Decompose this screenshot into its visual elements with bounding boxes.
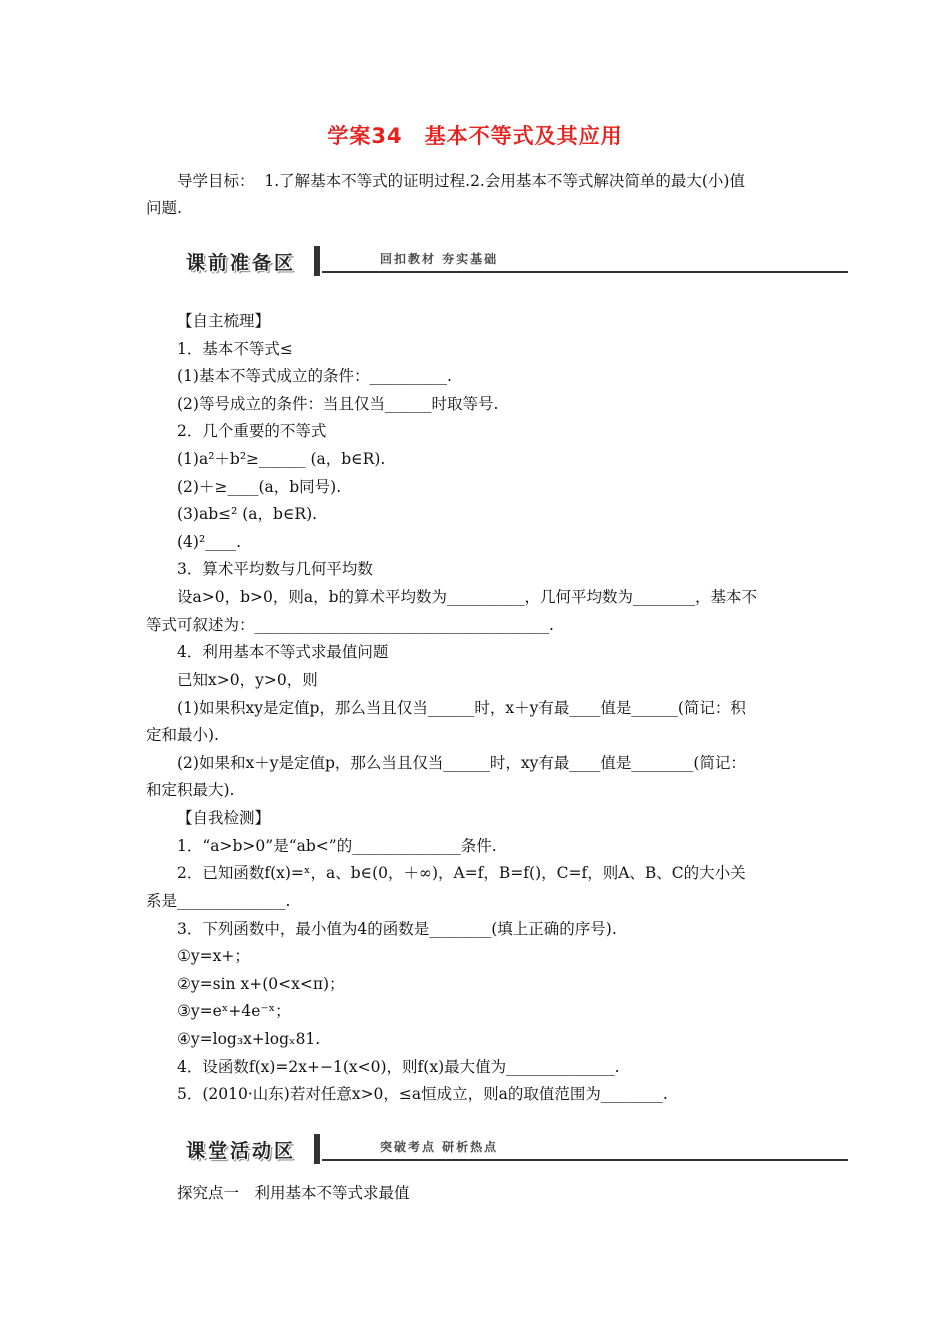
banner-rule [322,271,848,273]
text-line: 2．已知函数f(x)=ˣ，a、b∈(0，＋∞)，A=f，B=f()，C=f，则A、B、C的大小关 [177,864,746,882]
text-line: ③y=eˣ+4e⁻ˣ； [177,1002,291,1020]
text-line: 3．算术平均数与几何平均数 [177,560,373,578]
text-line: ①y=x+； [177,947,250,965]
text-line: (2)＋≥____(a，b同号). [177,478,342,496]
text-line: 【自主梳理】 [177,312,271,330]
text-line: 等式可叙述为：______________________________________. [146,616,554,634]
text-line: ④y=log₃x+logₓ81. [177,1030,321,1048]
text-line: (2)等号成立的条件：当且仅当______时取等号. [177,395,499,413]
text-line: (1)a²＋b²≥______ (a，b∈R). [177,450,386,468]
banner-label: 课前准备区 [186,252,297,274]
text-line: 4．设函数f(x)=2x+−1(x<0)，则f(x)最大值为______________. [177,1058,620,1076]
text-line: (1)如果积xy是定值p，那么当且仅当______时，x＋y有最____值是______(简记：积 [177,699,746,717]
section-banner-classroom [180,1132,848,1168]
text-line: 4．利用基本不等式求最值问题 [177,643,389,661]
text-line: 2．几个重要的不等式 [177,422,327,440]
text-line: 设a>0，b>0，则a，b的算术平均数为__________，几何平均数为________，基本不 [177,588,758,606]
banner-divider [314,246,320,276]
text-line: ②y=sin x+(0<x<π)； [177,975,345,993]
text-line: 5．(2010·山东)若对任意x>0，≤a恒成立，则a的取值范围为________. [177,1085,668,1103]
banner-label: 课堂活动区 [186,1140,297,1162]
text-line: (4)²____. [177,533,242,551]
text-line: (1)基本不等式成立的条件：__________. [177,367,452,385]
section-banner-preparation [180,244,848,280]
text-line: 和定积最大). [146,781,235,799]
text-line: 定和最小). [146,726,219,744]
banner-divider [314,1134,320,1164]
intro-line-2: 问题. [146,199,182,217]
banner-subtitle: 回扣教材 夯实基础 [380,252,499,266]
text-line: 1．基本不等式≤ [177,340,293,358]
text-line: (2)如果和x＋y是定值p，那么当且仅当______时，xy有最____值是________(简记： [177,754,746,772]
text-line: 【自我检测】 [177,809,271,827]
text-line: 系是______________. [146,892,291,910]
text-line: 3．下列函数中，最小值为4的函数是________(填上正确的序号). [177,920,617,938]
text-line: 1．“a>b>0”是“ab<”的______________条件. [177,837,497,855]
banner-rule [322,1159,848,1161]
page-title: 学案34 基本不等式及其应用 [327,124,623,148]
text-line: (3)ab≤² (a，b∈R). [177,505,318,523]
section-heading: 探究点一 利用基本不等式求最值 [177,1184,410,1202]
banner-subtitle: 突破考点 研析热点 [380,1140,499,1154]
intro-line-1: 导学目标： 1.了解基本不等式的证明过程.2.会用基本不等式解决简单的最大(小)值 [177,172,745,190]
text-line: 已知x>0，y>0，则 [177,671,318,689]
